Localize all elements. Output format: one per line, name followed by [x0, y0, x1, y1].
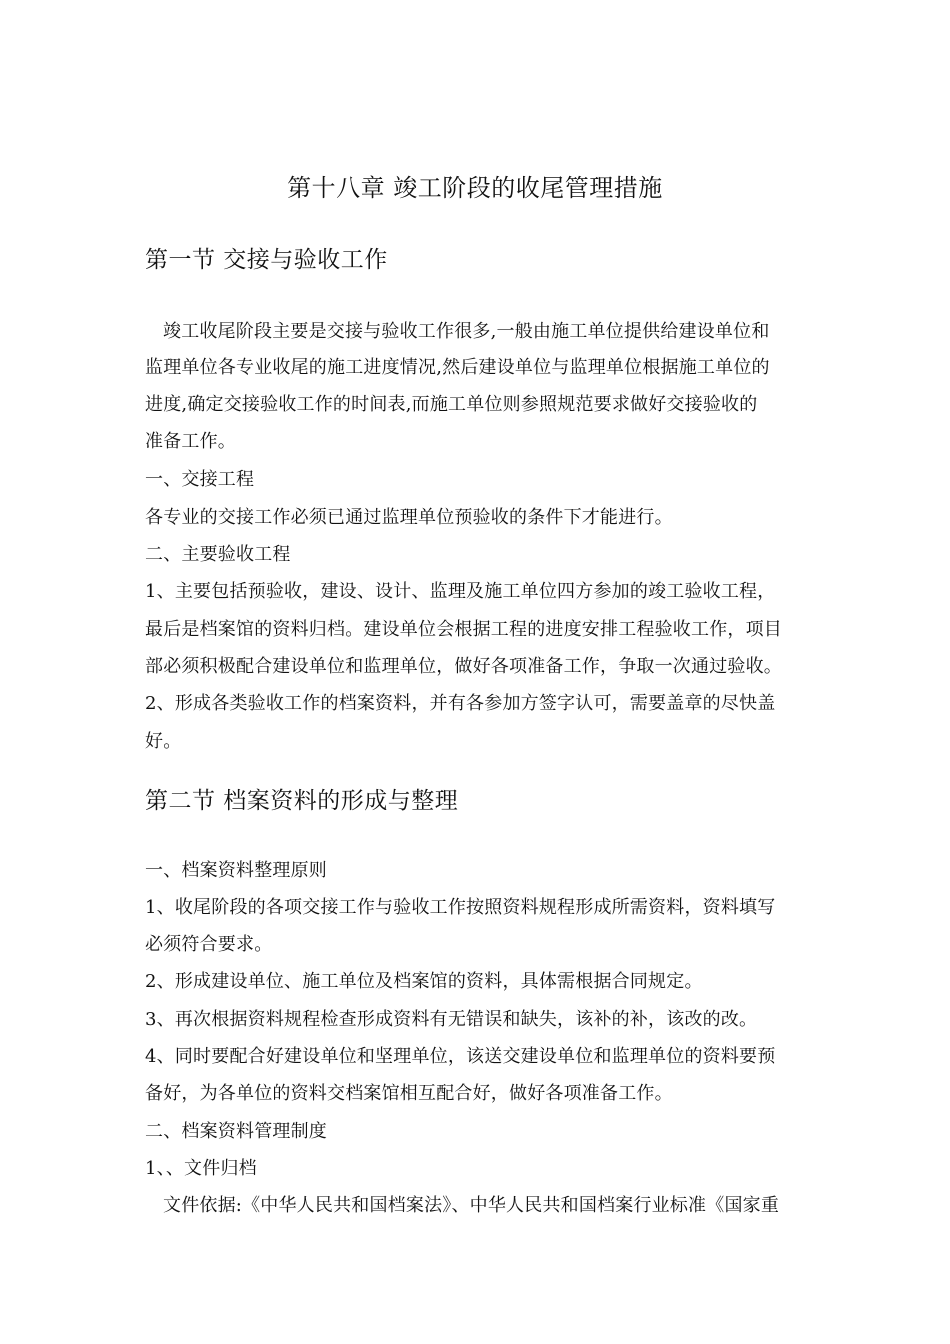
subheading-handover: 一、交接工程 [145, 469, 255, 490]
subheading-archive-management: 二、档案资料管理制度 [145, 1121, 327, 1142]
section-1-paragraph-line: 竣工收尾阶段主要是交接与验收工作很多,一般由施工单位提供给建设单位和 [163, 321, 770, 342]
section-1-paragraph-line: 进度,确定交接验收工作的时间表,而施工单位则参照规范要求做好交接验收的 [145, 394, 758, 415]
section-1-paragraph-line: 2、形成各类验收工作的档案资料，并有各参加方签字认可，需要盖章的尽快盖 [145, 693, 776, 714]
section-1-title: 第一节 交接与验收工作 [145, 247, 388, 273]
section-2-title: 第二节 档案资料的形成与整理 [145, 788, 459, 814]
subheading-acceptance: 二、主要验收工程 [145, 544, 291, 565]
section-2-paragraph-line: 备好，为各单位的资料交档案馆相互配合好，做好各项准备工作。 [145, 1083, 673, 1104]
chapter-title: 第十八章 竣工阶段的收尾管理措施 [287, 174, 663, 202]
section-1-paragraph-line: 准备工作。 [145, 431, 236, 452]
section-1-paragraph-line: 1、主要包括预验收，建设、设计、监理及施工单位四方参加的竣工验收工程， [145, 581, 776, 602]
section-1-paragraph-line: 各专业的交接工作必须已通过监理单位预验收的条件下才能进行。 [145, 507, 673, 528]
section-1-paragraph-line: 监理单位各专业收尾的施工进度情况,然后建设单位与监理单位根据施工单位的 [145, 357, 770, 378]
section-1-paragraph-line: 最后是档案馆的资料归档。建设单位会根据工程的进度安排工程验收工作，项目 [145, 619, 782, 640]
section-2-paragraph-line: 1、收尾阶段的各项交接工作与验收工作按照资料规程形成所需资料，资料填写 [145, 897, 776, 918]
section-1-paragraph-line: 部必须积极配合建设单位和监理单位，做好各项准备工作，争取一次通过验收。 [145, 656, 782, 677]
section-2-paragraph-line: 3、再次根据资料规程检查形成资料有无错误和缺失，该补的补，该改的改。 [145, 1009, 758, 1030]
section-2-paragraph-line: 必须符合要求。 [145, 934, 273, 955]
section-1-paragraph-line: 好。 [145, 731, 182, 752]
subheading-archive-principles: 一、档案资料整理原则 [145, 860, 327, 881]
section-2-paragraph-line: 4、同时要配合好建设单位和坚理单位，该送交建设单位和监理单位的资料要预 [145, 1046, 776, 1067]
section-2-paragraph-line: 2、形成建设单位、施工单位及档案馆的资料，具体需根据合同规定。 [145, 971, 703, 992]
subheading-file-archiving: 1、、文件归档 [145, 1158, 257, 1179]
section-2-paragraph-line: 文件依据:《中华人民共和国档案法》、中华人民共和国档案行业标准《国家重 [163, 1195, 780, 1216]
